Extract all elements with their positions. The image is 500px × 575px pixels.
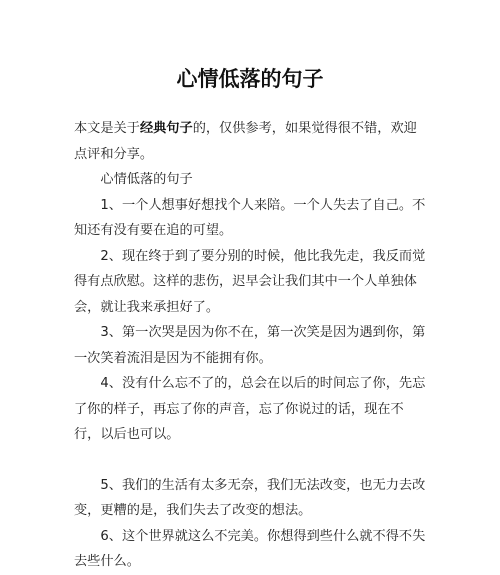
intro-prefix: 本文是关于 [74, 121, 140, 136]
quote-paragraph-4: 4、没有什么忘不了的，总会在以后的时间忘了你，先忘了你的样子，再忘了你的声音，忘了你说过的话，现在不行，以后也可以。 [74, 376, 426, 442]
document-body [74, 116, 430, 575]
quote-paragraph-5: 5、我们的生活有太多无奈，我们无法改变，也无力去改变，更糟的是，我们失去了改变的想法。 [74, 477, 426, 518]
paragraph-spacer [74, 448, 430, 473]
section-subtitle: 心情低落的句子 [100, 172, 193, 187]
quote-paragraph-3: 3、第一次哭是因为你不在，第一次笑是因为遇到你，第一次笑着流泪是因为不能拥有你。 [74, 325, 426, 366]
intro-highlight: 经典句子 [139, 121, 193, 136]
quote-paragraph-2: 2、现在终于到了要分别的时候，他比我先走，我反而觉得有点欣慰。这样的悲伤，迟早会让我们其中一个人单独体会，就让我来承担好了。 [74, 248, 426, 315]
page-title: 心情低落的句子 [176, 67, 324, 91]
quote-paragraph-6: 6、这个世界就这么不完美。你想得到些什么就不得不失去些什么。 [74, 528, 426, 569]
intro-paragraph [74, 116, 430, 167]
quote-paragraph-1: 1、一个人想事好想找个人来陪。一个人失去了自己。不知还有没有要在追的可望。 [74, 197, 426, 238]
intro-suffix: 的，仅供参考，如果觉得很不错，欢迎点评和分享。 [74, 121, 417, 162]
